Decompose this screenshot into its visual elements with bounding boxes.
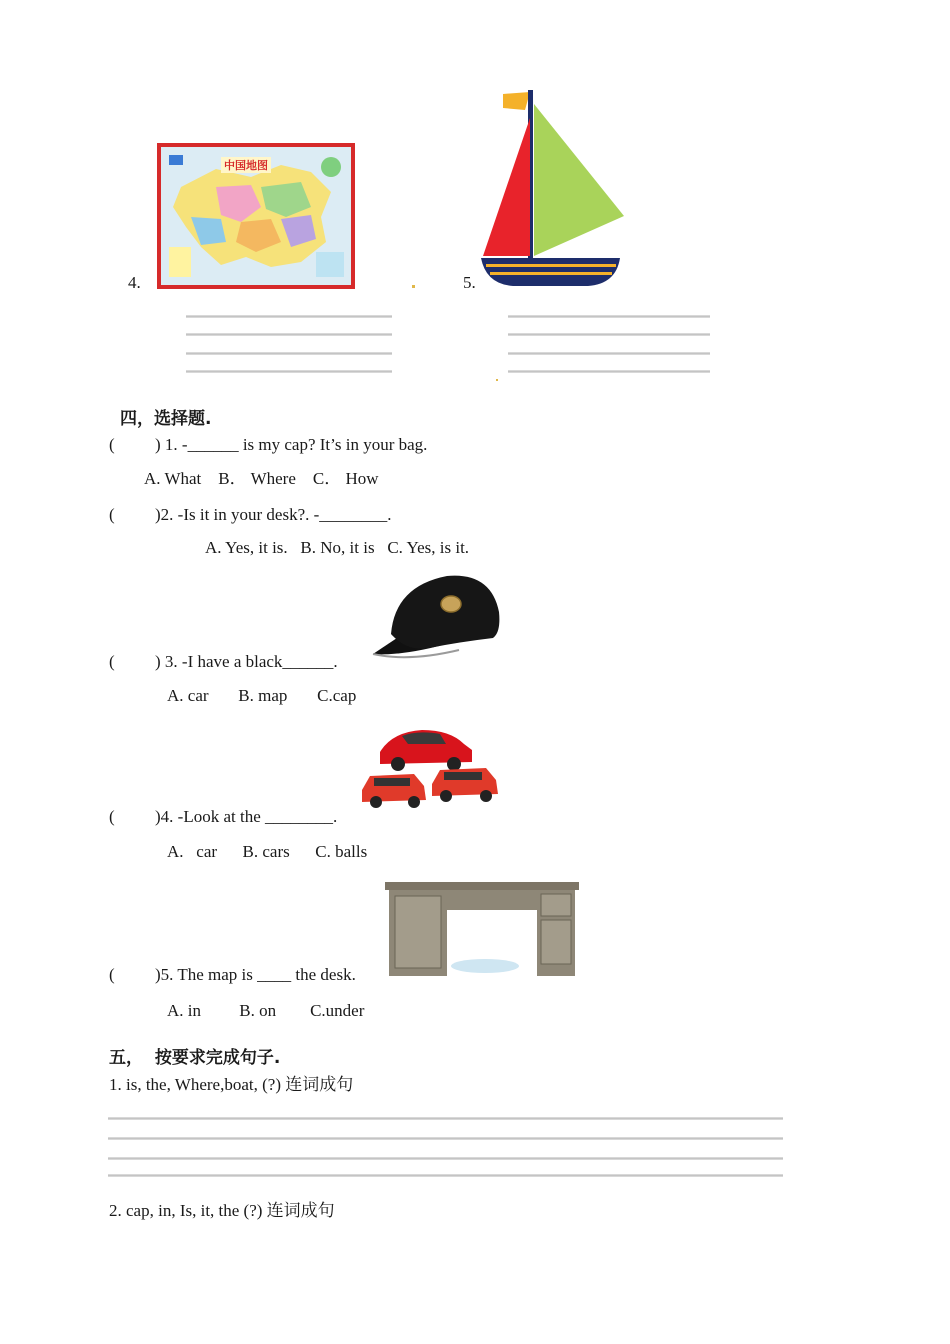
cars-image [358, 714, 503, 819]
green-sail [534, 104, 624, 256]
cap-image [369, 572, 505, 662]
q2-text: )2. -Is it in your desk?. -________. [155, 505, 392, 524]
q5-paren: ( [109, 965, 115, 984]
suv-car-left [362, 774, 426, 808]
section4-heading: 四，选择题. [120, 409, 212, 429]
cap-badge-icon [441, 596, 461, 612]
q1-paren: ( [109, 435, 115, 454]
s5-item1: 1. is, the, Where,boat, (?) 连词成句 [109, 1075, 354, 1094]
sailboat-image [478, 88, 628, 288]
q1-text: ) 1. -______ is my cap? It’s in your bag. [155, 435, 428, 454]
s5-item2: 2. cap, in, Is, it, the (?) 连词成句 [109, 1201, 335, 1220]
q1-options: A. What B． Where C． How [144, 469, 379, 488]
q4-text: )4. -Look at the ________. [155, 807, 338, 826]
sports-car [380, 730, 472, 771]
item-number-5: 5. [463, 273, 476, 292]
q3-options: A. car B. map C.cap [167, 686, 357, 705]
q3-paren: ( [109, 652, 115, 671]
q5-text: )5. The map is ____ the desk. [155, 965, 356, 984]
q2-options: A. Yes, it is. B. No, it is C. Yes, is it. [205, 538, 470, 557]
q3-text: ) 3. -I have a black______. [155, 652, 338, 671]
red-sail [483, 118, 530, 256]
flag-icon [503, 92, 530, 110]
suv-car-right [432, 768, 498, 802]
q4-paren: ( [109, 807, 115, 826]
q5-options: A. in B. on C.under [167, 1001, 365, 1020]
item-number-4: 4. [128, 273, 141, 292]
section5-heading: 五， 按要求完成句子. [109, 1048, 281, 1068]
q4-options: A. car B. cars C. balls [167, 842, 368, 861]
desk-image [385, 882, 580, 978]
map-on-floor [451, 959, 519, 973]
map-title: 中国地图 [221, 157, 271, 173]
q2-paren: ( [109, 505, 115, 524]
china-map-image [157, 143, 355, 289]
